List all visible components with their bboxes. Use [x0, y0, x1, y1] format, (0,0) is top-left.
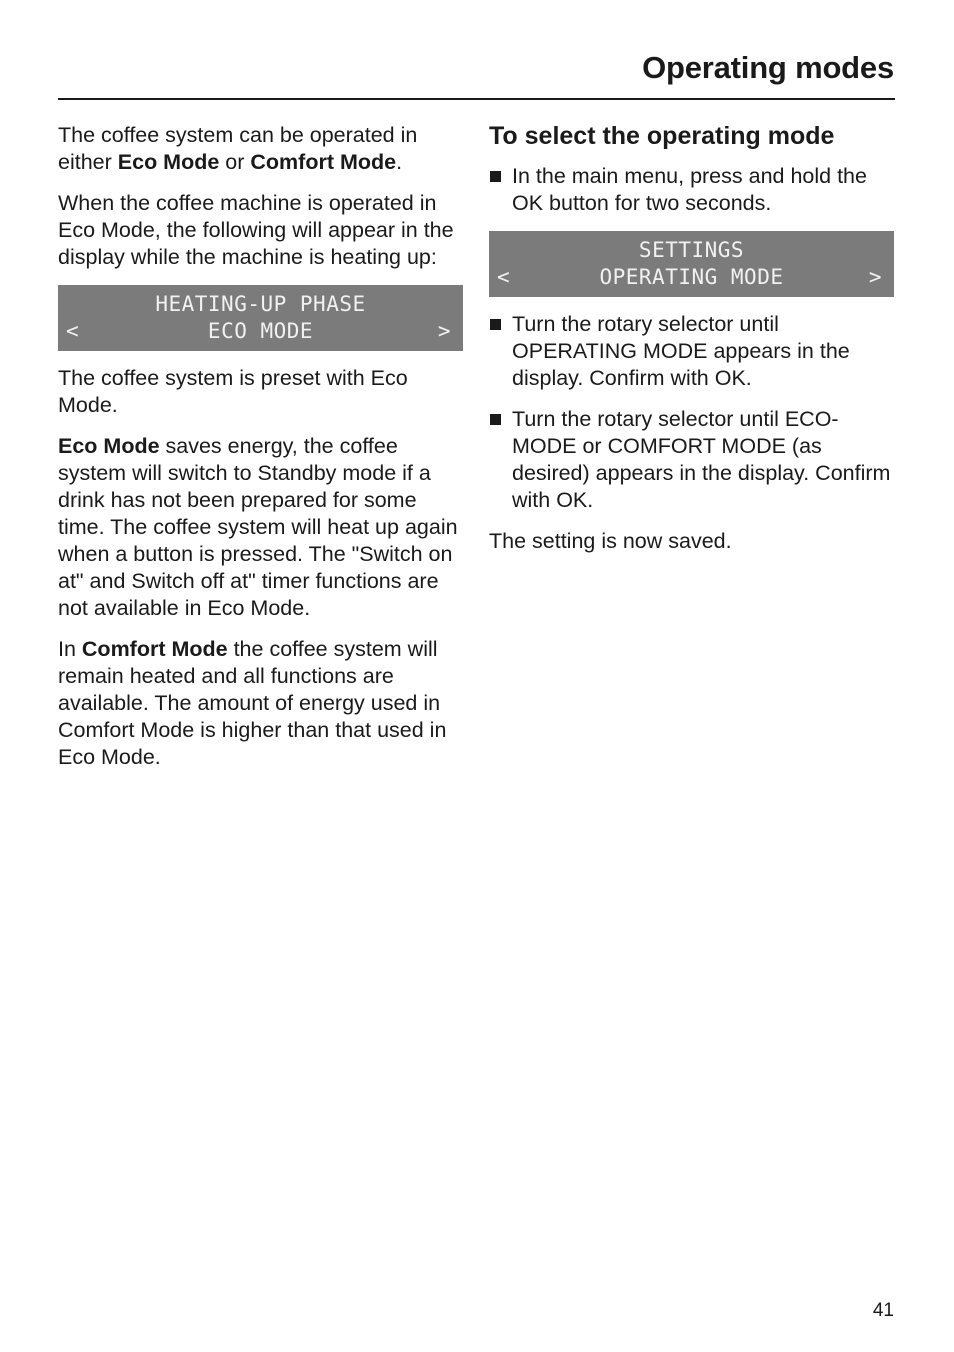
chevron-left-icon: <	[66, 319, 80, 343]
saved-paragraph: The setting is now saved.	[489, 529, 732, 553]
section-heading: To select the operating mode	[489, 122, 835, 150]
step-text: Turn the rotary selector until OPERATING MODE appears in the display. Confirm with OK.	[512, 312, 850, 390]
chevron-right-icon: >	[868, 265, 882, 289]
display-line-2: OPERATING MODE	[599, 265, 784, 289]
step-text: In the main menu, press and hold the OK button for two seconds.	[512, 164, 867, 215]
intro-text-or: or	[219, 150, 251, 174]
eco-display-intro: When the coffee machine is operated in Eco Mode, the following will appear in the display while the machine is heating up:	[58, 191, 454, 269]
step-item	[489, 163, 899, 217]
comfort-mode-term: Comfort Mode	[81, 637, 228, 661]
page-title: Operating modes	[642, 50, 894, 85]
left-column	[58, 122, 468, 785]
display-settings	[489, 231, 894, 297]
display-line-2: ECO MODE	[207, 319, 314, 343]
step-text: Turn the rotary selector until ECO-MODE or COMFORT MODE (as desired) appears in the display. Confirm with OK.	[512, 407, 891, 512]
comfort-mode-description: the coffee system will remain heated and all functions are available. The amount of energy used in Comfort Mode is higher than that used in Eco Mode.	[58, 637, 447, 769]
step-item	[489, 311, 899, 392]
display-line-1: HEATING-UP PHASE	[155, 292, 366, 316]
steps-list	[489, 163, 899, 217]
intro-paragraph	[58, 122, 468, 176]
comfort-prefix: In	[58, 637, 82, 661]
comfort-mode-paragraph	[58, 636, 468, 771]
display-heating-up	[58, 285, 463, 351]
intro-text-start: The coffee system can be operated in either	[58, 123, 418, 174]
comfort-mode-term: Comfort Mode	[250, 150, 397, 174]
eco-mode-paragraph	[58, 433, 468, 622]
chevron-left-icon: <	[497, 265, 511, 289]
steps-list	[489, 311, 899, 514]
eco-mode-description: saves energy, the coffee system will switch to Standby mode if a drink has not been prepared for some time. The coffee system will heat up again when a button is pressed. The "Switch on at" and Switch off at" timer functions are not available in Eco Mode.	[58, 434, 458, 620]
step-item	[489, 406, 899, 514]
square-bullet-icon	[490, 319, 501, 330]
display-line-1: SETTINGS	[638, 238, 745, 262]
preset-paragraph: The coffee system is preset with Eco Mode.	[58, 366, 408, 417]
right-column	[489, 122, 899, 569]
eco-mode-term: Eco Mode	[117, 150, 220, 174]
square-bullet-icon	[490, 171, 501, 182]
page-number: 41	[872, 1300, 894, 1321]
intro-text-end: .	[396, 150, 403, 174]
header-rule	[58, 98, 895, 100]
square-bullet-icon	[490, 414, 501, 425]
chevron-right-icon: >	[437, 319, 451, 343]
eco-mode-term: Eco Mode	[58, 434, 160, 458]
